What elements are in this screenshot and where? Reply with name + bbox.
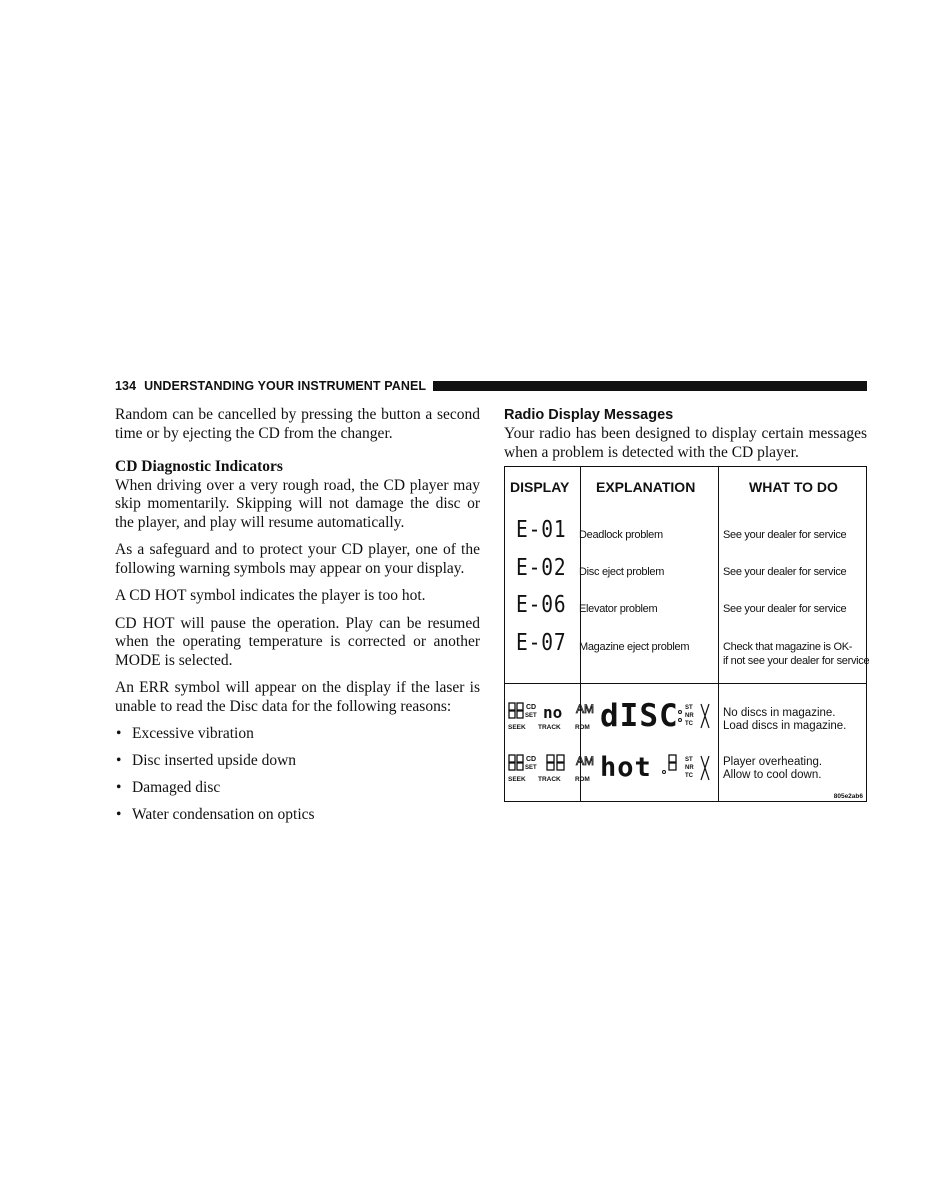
- action-cell-line2: Load discs in magazine.: [723, 720, 847, 732]
- paragraph-cd-hot: A CD HOT symbol indicates the player is too hot.: [115, 587, 426, 604]
- lcd-label-cd: CD: [526, 756, 537, 763]
- reasons-list: [115, 725, 480, 825]
- lcd-text-no: no: [543, 703, 563, 722]
- lcd-label-seek: SEEK: [508, 776, 526, 783]
- page-header: [115, 379, 867, 393]
- paragraph-pause: CD HOT will pause the operation. Play can be resumed when the operating temperature is corrected or another MODE is selected.: [115, 614, 480, 669]
- left-column: [115, 406, 480, 833]
- row-divider: [505, 683, 866, 684]
- error-code-e07: E-07: [516, 630, 567, 656]
- lcd-label-st: ST: [685, 757, 693, 763]
- action-cell-line2: if not see your dealer for service: [723, 655, 870, 667]
- paragraph-rough-road: When driving over a very rough road, the CD player may skip momentarily. Skipping will not damage the disc or the player, and play will resume automatically.: [115, 476, 480, 531]
- bullet: •: [116, 806, 122, 823]
- lcd-label-nr: NR: [685, 765, 694, 771]
- action-cell: Check that magazine is OK-: [723, 641, 853, 653]
- header-display: DISPLAY: [510, 479, 570, 495]
- lcd-label-cd: CD: [526, 704, 537, 711]
- image-code: 805e2ab6: [833, 793, 863, 800]
- lcd-label-am: AM: [576, 754, 594, 768]
- column-divider: [718, 467, 719, 801]
- action-cell-line2: Allow to cool down.: [723, 769, 822, 781]
- paragraph-err: An ERR symbol will appear on the display if the laser is unable to read the Disc data for the following reasons:: [115, 679, 480, 715]
- explanation-cell: Magazine eject problem: [579, 641, 690, 653]
- display-messages-table: [504, 466, 870, 802]
- bullet: •: [116, 752, 122, 769]
- list-item: • Disc inserted upside down: [116, 752, 297, 769]
- page-number: 134: [115, 379, 137, 393]
- lcd-label-rdm: RDM: [575, 724, 590, 731]
- action-cell: No discs in magazine.: [723, 707, 836, 719]
- error-code-e06: E-06: [516, 592, 567, 618]
- lcd-label-tc: TC: [685, 721, 693, 727]
- list-item: • Excessive vibration: [116, 725, 254, 742]
- action-cell: See your dealer for service: [723, 566, 847, 578]
- action-cell: See your dealer for service: [723, 603, 847, 615]
- lcd-hot-display: [507, 752, 715, 784]
- explanation-cell: Deadlock problem: [579, 529, 663, 541]
- lcd-label-st: ST: [685, 705, 693, 711]
- lcd-label-set: SET: [525, 713, 537, 719]
- section-title: UNDERSTANDING YOUR INSTRUMENT PANEL: [144, 379, 427, 393]
- heading-radio-display-messages: Radio Display Messages: [504, 407, 674, 423]
- action-cell: See your dealer for service: [723, 529, 847, 541]
- error-code-e01: E-01: [516, 517, 567, 543]
- bullet: •: [116, 779, 122, 796]
- lcd-label-seek: SEEK: [508, 724, 526, 731]
- paragraph-random: Random can be cancelled by pressing the button a second time or by ejecting the CD from the changer.: [115, 406, 480, 442]
- error-code-e02: E-02: [516, 555, 567, 581]
- lcd-label-track: TRACK: [538, 724, 561, 731]
- lcd-label-nr: NR: [685, 713, 694, 719]
- bullet: •: [116, 725, 122, 742]
- explanation-cell: Disc eject problem: [579, 566, 665, 578]
- lcd-label-tc: TC: [685, 773, 693, 779]
- lcd-label-rdm: RDM: [575, 776, 590, 783]
- paragraph-safeguard: As a safeguard and to protect your CD player, one of the following warning symbols may appear on your display.: [115, 541, 480, 577]
- lcd-label-track: TRACK: [538, 776, 561, 783]
- column-divider: [580, 467, 581, 801]
- explanation-cell: Elevator problem: [579, 603, 658, 615]
- lcd-label-am: AM: [576, 702, 594, 716]
- list-item: • Water condensation on optics: [116, 806, 315, 823]
- paragraph-intro: Your radio has been designed to display certain messages when a problem is detected with the CD player.: [504, 425, 867, 461]
- list-item: • Damaged disc: [116, 779, 221, 796]
- action-cell: Player overheating.: [723, 756, 823, 768]
- lcd-label-set: SET: [525, 765, 537, 771]
- right-column: [504, 406, 867, 462]
- subheading-cd-diagnostic: CD Diagnostic Indicators: [115, 458, 283, 475]
- lcd-text-hot: hot: [600, 752, 652, 783]
- header-what-to-do: WHAT TO DO: [749, 479, 838, 495]
- header-rule: [433, 381, 867, 391]
- lcd-no-disc-display: [507, 700, 715, 732]
- lcd-text-disc: dISC: [600, 700, 679, 732]
- header-explanation: EXPLANATION: [596, 479, 696, 495]
